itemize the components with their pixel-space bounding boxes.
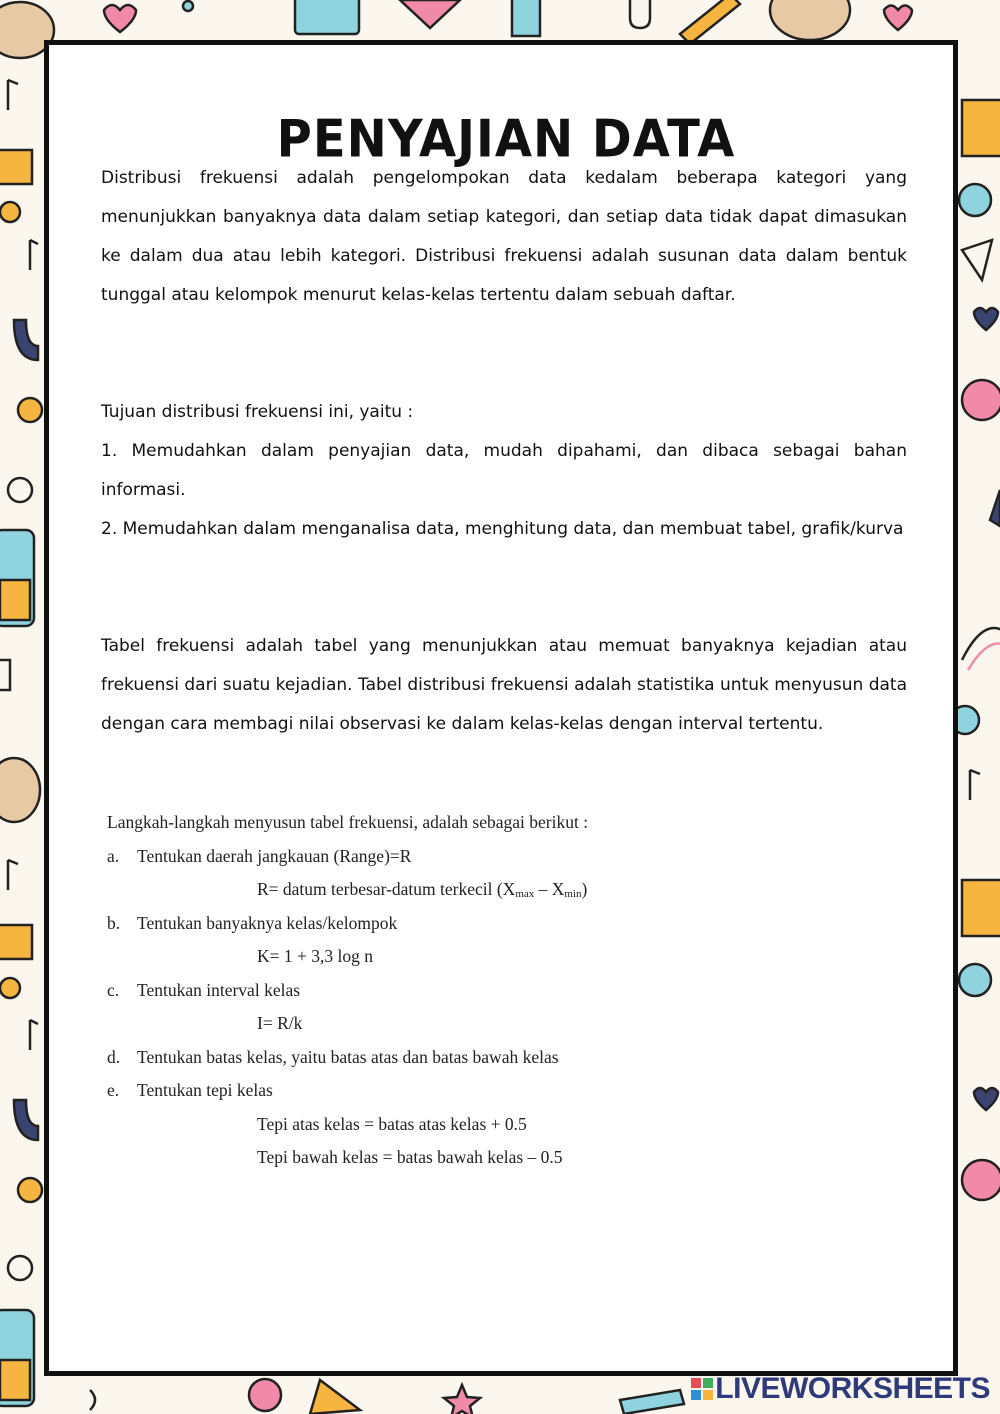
purpose-heading: Tujuan distribusi frekuensi ini, yaitu : [101, 402, 414, 422]
formula-text: ) [581, 879, 588, 899]
step-b [107, 907, 907, 941]
step-text: Tentukan daerah jangkauan (Range)=R [137, 845, 412, 866]
heart-icon [884, 6, 912, 31]
sad-face-icon [249, 1379, 281, 1411]
worksheet-page [44, 40, 958, 1376]
step-text: Tentukan tepi kelas [137, 1080, 273, 1100]
step-label: e. [107, 1080, 120, 1100]
atom-icon [962, 380, 1000, 420]
smile-icon [959, 184, 991, 216]
smile-icon [0, 978, 20, 998]
heart-icon [974, 308, 998, 330]
step-text: Tentukan interval kelas [137, 979, 301, 1000]
star-icon [444, 1385, 480, 1414]
watermark-text: LIVEWORKSHEETS [715, 1372, 990, 1405]
book-icon [295, 0, 359, 34]
palette-icon [0, 758, 40, 822]
music-note-icon [30, 240, 38, 270]
rocket-icon [310, 1380, 360, 1414]
music-note-icon [970, 770, 980, 800]
music-note-icon [8, 860, 18, 890]
formula-subscript: max [515, 888, 535, 900]
formula-text: R= datum terbesar-datum terkecil (X [257, 879, 516, 899]
pencil-icon [680, 0, 740, 44]
formula-subscript: min [564, 888, 582, 900]
magnet-icon [14, 1100, 38, 1140]
purpose-item: 2. Memudahkan dalam menganalisa data, menghitung data, dan membuat tabel, grafik/kurva [101, 519, 904, 539]
formula-range [107, 873, 907, 907]
heart-icon [104, 5, 136, 32]
box-icon [962, 880, 1000, 936]
paragraph-distribution [101, 159, 907, 315]
rainbow-icon [968, 644, 1000, 670]
formula-lower-edge: Tepi bawah kelas = batas bawah kelas – 0.5 [257, 1147, 563, 1167]
dot-icon [183, 1, 193, 11]
smile-icon [0, 202, 20, 222]
rocket-icon [400, 0, 460, 28]
purpose-section [101, 393, 907, 549]
ruler-icon [512, 0, 540, 36]
formula-interval: I= R/k [257, 1013, 303, 1033]
box-icon [962, 100, 1000, 156]
palette-icon [770, 0, 850, 40]
step-e [107, 1074, 907, 1108]
glasses-icon [8, 1256, 32, 1280]
steps-intro: Langkah-langkah menyusun tabel frekuensi, adalah sebagai berikut : [107, 812, 589, 832]
heart-icon [974, 1088, 998, 1110]
glasses-icon [8, 478, 32, 502]
smile-icon [959, 964, 991, 996]
calculator-keys-icon [0, 580, 30, 620]
atom-icon [962, 1160, 1000, 1200]
formula-classes: K= 1 + 3,3 log n [257, 946, 373, 966]
calculator-keys-icon [0, 1360, 30, 1400]
squiggle-icon [90, 1390, 95, 1410]
step-c [107, 974, 907, 1008]
clip-icon [0, 660, 10, 690]
step-d [107, 1041, 907, 1075]
pencil-icon [620, 1390, 684, 1414]
step-label: a. [107, 845, 120, 866]
triangle-icon [962, 240, 992, 280]
triangle-icon [990, 490, 1000, 526]
liveworksheets-watermark[interactable] [691, 1372, 990, 1406]
page-title: PENYAJIAN DATA [276, 108, 736, 170]
paragraph-text: Tabel frekuensi adalah tabel yang menunjukkan atau memuat banyaknya kejadian atau frekuensi dari suatu kejadian. Tabel distribusi frekuensi adalah statistika untuk menyusun data dengan cara membagi nilai observasi ke dalam kelas-kelas dengan interval tertentu. [101, 636, 907, 734]
step-text: Tentukan batas kelas, yaitu batas atas dan batas bawah kelas [137, 1046, 559, 1067]
purpose-item: 1. Memudahkan dalam penyajian data, mudah dipahami, dan dibaca sebagai bahan informasi. [101, 441, 907, 500]
step-label: d. [107, 1046, 121, 1067]
formula-text: – X [534, 879, 565, 899]
coin-icon [18, 1178, 42, 1202]
step-text: Tentukan banyaknya kelas/kelompok [137, 912, 398, 933]
clip-icon [630, 0, 650, 28]
step-label: c. [107, 979, 120, 1000]
music-note-icon [8, 80, 18, 110]
step-a [107, 840, 907, 874]
paragraph-text: Distribusi frekuensi adalah pengelompokan data kedalam beberapa kategori yang menunjukkan banyaknya data dalam setiap kategori, dan setiap data tidak dapat dimasukan ke dalam dua atau lebih kategori. Distribusi frekuensi adalah susunan data dalam bentuk tunggal atau kelompok menurut kelas-kelas tertentu dalam sebuah daftar. [101, 168, 907, 305]
formula-upper-edge: Tepi atas kelas = batas atas kelas + 0.5 [257, 1113, 527, 1134]
coin-icon [18, 398, 42, 422]
step-label: b. [107, 912, 121, 933]
magnet-icon [14, 320, 38, 360]
box-icon [0, 150, 32, 184]
steps-list [107, 806, 907, 1175]
music-note-icon [30, 1020, 38, 1050]
box-icon [0, 925, 32, 959]
liveworksheets-logo-icon [691, 1378, 713, 1400]
paragraph-frequency-table [101, 627, 907, 744]
